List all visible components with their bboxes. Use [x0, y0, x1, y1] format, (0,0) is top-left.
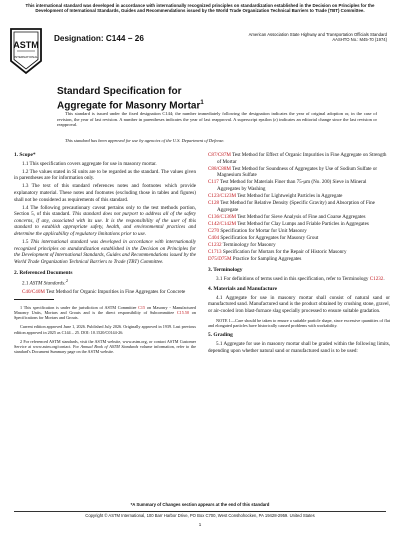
reference-text: Specification for Mortar for Unit Masonry	[219, 228, 307, 235]
summary-of-changes-note: *A Summary of Changes section appears at the end of this standard	[130, 502, 270, 507]
paragraph-3-1-end: .	[383, 275, 385, 282]
aashto-info	[227, 32, 387, 42]
right-column	[208, 152, 390, 356]
aashto-line-2: AASHTO No.: M45-70 (1974)	[332, 37, 387, 43]
paragraph-1-4	[14, 205, 196, 238]
paragraph-1-4-caveat: This standard does not purport to address all of the safety concerns, if any, associated with its use. It is the responsibility of the user of this standard to establish appropriate safety, health, and environmental practices and determine the applicability of regulatory limitations prior to use.	[14, 211, 196, 238]
reference-list	[208, 152, 390, 263]
title-footnote-marker[interactable]: 1	[200, 99, 204, 106]
paragraph-1-5-text: This international standard was developed in accordance with internationally recognized principles on standardization established in the Decision on Principles for the Development of International Standards, Guides and Recommendations issued by the World Trade Organization Technical Barriers to Trade (TBT) Committee.	[14, 239, 196, 265]
reference-item	[208, 249, 390, 256]
reference-link[interactable]: C1232	[208, 242, 222, 249]
reference-text: Specification for Aggregates for Masonry Grout	[219, 235, 319, 242]
reference-text: Test Method for Relative Density (Specific Gravity) and Absorption of Fine Aggregate	[217, 200, 375, 213]
svg-text:ASTM: ASTM	[13, 40, 39, 50]
reference-link[interactable]: C142/C142M	[208, 220, 237, 227]
reference-item	[208, 235, 390, 242]
standard-note: This standard is issued under the fixed designation C144; the number immediately following the designation indicates the year of original adoption or, in the case of revision, the year of last revision. A number in parentheses indicates the year of last reapproval. A superscript epsilon (ε) indicates an editorial change since the last revision or reapproval.	[57, 111, 377, 128]
footnote-2	[14, 339, 196, 355]
reference-item	[208, 179, 390, 192]
reference-item	[208, 242, 390, 249]
page-number: 1	[198, 522, 202, 527]
section-heading-grading: 5. Grading	[208, 332, 233, 339]
footnote-link-c15-50[interactable]: C15.50	[176, 309, 190, 315]
reference-text: Practice for Sampling Aggregates	[231, 256, 302, 263]
reference-item	[208, 256, 390, 263]
reference-text: Test Method for Sieve Analysis of Fine and Coarse Aggregates	[236, 213, 366, 220]
reference-text: Test Method for Effect of Organic Impurities in Fine Aggregate on Strength of Mortar	[217, 152, 387, 165]
footnote-edition: Current edition approved June 1, 2026. Published July 2026. Originally approved in 1939. Last previous edition approved in 2025 as C144 – 25. DOI: 10.1520/C0144-26.	[14, 324, 196, 335]
footnote-1	[14, 305, 196, 321]
reference-item	[208, 221, 390, 228]
footnote-2-book: Annual Book of ASTM Standards	[80, 344, 139, 350]
reference-link[interactable]: C123/C123M	[208, 193, 237, 200]
paragraph-3-1-text: 3.1 For definitions of terms used in this specification, refer to Terminology	[216, 275, 370, 282]
reference-text: Test Method for Lightweight Particles in Aggregate	[236, 193, 343, 200]
reference-item	[208, 193, 390, 200]
paragraph-1-3: 1.3 The text of this standard references notes and footnotes which provide explanatory material. These notes and footnotes (excluding those in tables and figures) shall not be considered as requirements of this standard.	[14, 183, 196, 203]
reference-text-c40: Test Method for Organic Impurities in Fine Aggregates for Concrete	[44, 288, 186, 295]
section-heading-referenced-documents: 2. Referenced Documents	[14, 269, 73, 276]
footnote-2-marker[interactable]: 2	[65, 278, 68, 284]
reference-c40	[22, 289, 196, 296]
designation: Designation: C144 − 26	[54, 34, 144, 43]
astm-standards-number: 2.1	[22, 280, 30, 287]
paragraph-1-4-text: 1.4 The following precautionary caveat pertains only to the test methods portion, Section 5, of this standard.	[14, 204, 196, 218]
footnote-2-b: volume information, refer to the standard's Document Summary page on the ASTM website.	[14, 344, 196, 355]
note-1: NOTE 1—Care should be taken to ensure a suitable particle shape, since excessive quantities of flat and elongated particles have historically caused problems with workability.	[208, 317, 390, 328]
reference-item	[208, 200, 390, 213]
astm-standards-text: ASTM Standards:	[29, 280, 66, 287]
reference-item	[208, 166, 390, 179]
paragraph-1-5	[14, 239, 196, 265]
footnote-1-a: 1 This specification is under the jurisdiction of ASTM Committee	[20, 304, 139, 310]
reference-link-c1232[interactable]: C1232	[369, 275, 384, 282]
reference-link[interactable]: C88/C88M	[208, 165, 231, 172]
paragraph-1-1: 1.1 This specification covers aggregate for use in masonry mortar.	[22, 160, 157, 167]
footnote-1-c: on Specifications for Mortars and Grouts.	[14, 309, 196, 321]
reference-text: Test Method for Soundness of Aggregates by Use of Sodium Sulfate or Magnesium Sulfate	[217, 165, 378, 179]
reference-link[interactable]: C128	[208, 200, 220, 207]
copyright-line: Copyright © ASTM International, 100 Barr Harbor Drive, PO Box C700, West Conshohocken, PA 19428-2959. United States	[85, 513, 315, 518]
reference-link[interactable]: C87/C87M	[208, 152, 231, 158]
astm-logo-icon	[8, 27, 44, 75]
title-line-2	[57, 98, 357, 112]
reference-link[interactable]: C1713	[208, 249, 222, 256]
title-line-1: Standard Specification for	[57, 86, 182, 97]
reference-text: Specification for Mortars for the Repair of Historic Masonry	[221, 249, 347, 256]
footnote-2-a: 2 For referenced ASTM standards, visit the ASTM website, www.astm.org, or contact ASTM Customer Service at www.astm.org/contact. For	[14, 339, 196, 350]
reference-text: Test Method for Clay Lumps and Friable Particles in Aggregates	[236, 220, 369, 227]
paragraph-4-1: 4.1 Aggregate for use in masonry mortar shall consist of natural sand or manufactured sand. Manufactured sand is the product obtained by crushing stone, gravel, or air-cooled iron blast-furnace slag specially processed to ensure suitable gradation.	[208, 294, 390, 314]
reference-link[interactable]: C117	[208, 179, 219, 186]
document-title	[57, 86, 357, 111]
reference-link[interactable]: D75/D75M	[208, 256, 232, 263]
footnote-divider	[14, 299, 54, 300]
reference-link-c40[interactable]: C40/C40M	[22, 288, 45, 295]
footer-divider	[14, 511, 386, 512]
reference-link[interactable]: C404	[208, 235, 220, 242]
reference-item	[208, 214, 390, 221]
reference-text: Test Method for Materials Finer than 75-μm (No. 200) Sieve in Mineral Aggregates by Washing	[217, 179, 367, 192]
footnote-1-b: on Masonry - Manufactured Masonry Units, Mortars and Grouts and is the direct responsibility of Subcommittee	[14, 304, 196, 315]
section-heading-materials: 4. Materials and Manufacture	[208, 286, 278, 293]
paragraph-1-2: 1.2 The values stated in SI units are to be regarded as the standard. The values given in parentheses are for information only.	[14, 168, 196, 182]
svg-text:INTERNATIONAL: INTERNATIONAL	[14, 55, 38, 59]
astm-standards-label	[22, 278, 196, 287]
reference-text: Terminology for Masonry	[221, 242, 276, 249]
title-text: Aggregate for Masonry Mortar	[57, 99, 201, 111]
left-column	[14, 152, 196, 356]
paragraph-5-1: 5.1 Aggregate for use in masonry mortar shall be graded within the following limits, depending upon whether natural sand or manufactured sand is to be used:	[208, 340, 390, 354]
top-notice: This international standard was developed in accordance with internationally recognized principles on standardization established in the Decision on Principles for the Development of International Standards, Guides and Recommendations issued by the World Trade Organization Technical Barriers to Trade (TBT) Committee.	[25, 3, 375, 14]
reference-link[interactable]: C136/C136M	[208, 213, 237, 220]
paragraph-1-5-number: 1.5	[22, 239, 31, 246]
paragraph-3-1	[208, 276, 390, 283]
footnote-link-c15[interactable]: C15	[138, 304, 146, 310]
dod-note: This standard has been approved for use by agencies of the U.S. Department of Defense.	[65, 138, 225, 143]
section-heading-scope: 1. Scope*	[14, 152, 36, 158]
reference-item	[208, 228, 390, 235]
section-heading-terminology: 3. Terminology	[208, 267, 243, 273]
aashto-line-1: American Association State Highway and Transportation Officials Standard	[248, 32, 387, 37]
reference-link[interactable]: C270	[208, 228, 220, 235]
reference-item	[208, 152, 390, 165]
